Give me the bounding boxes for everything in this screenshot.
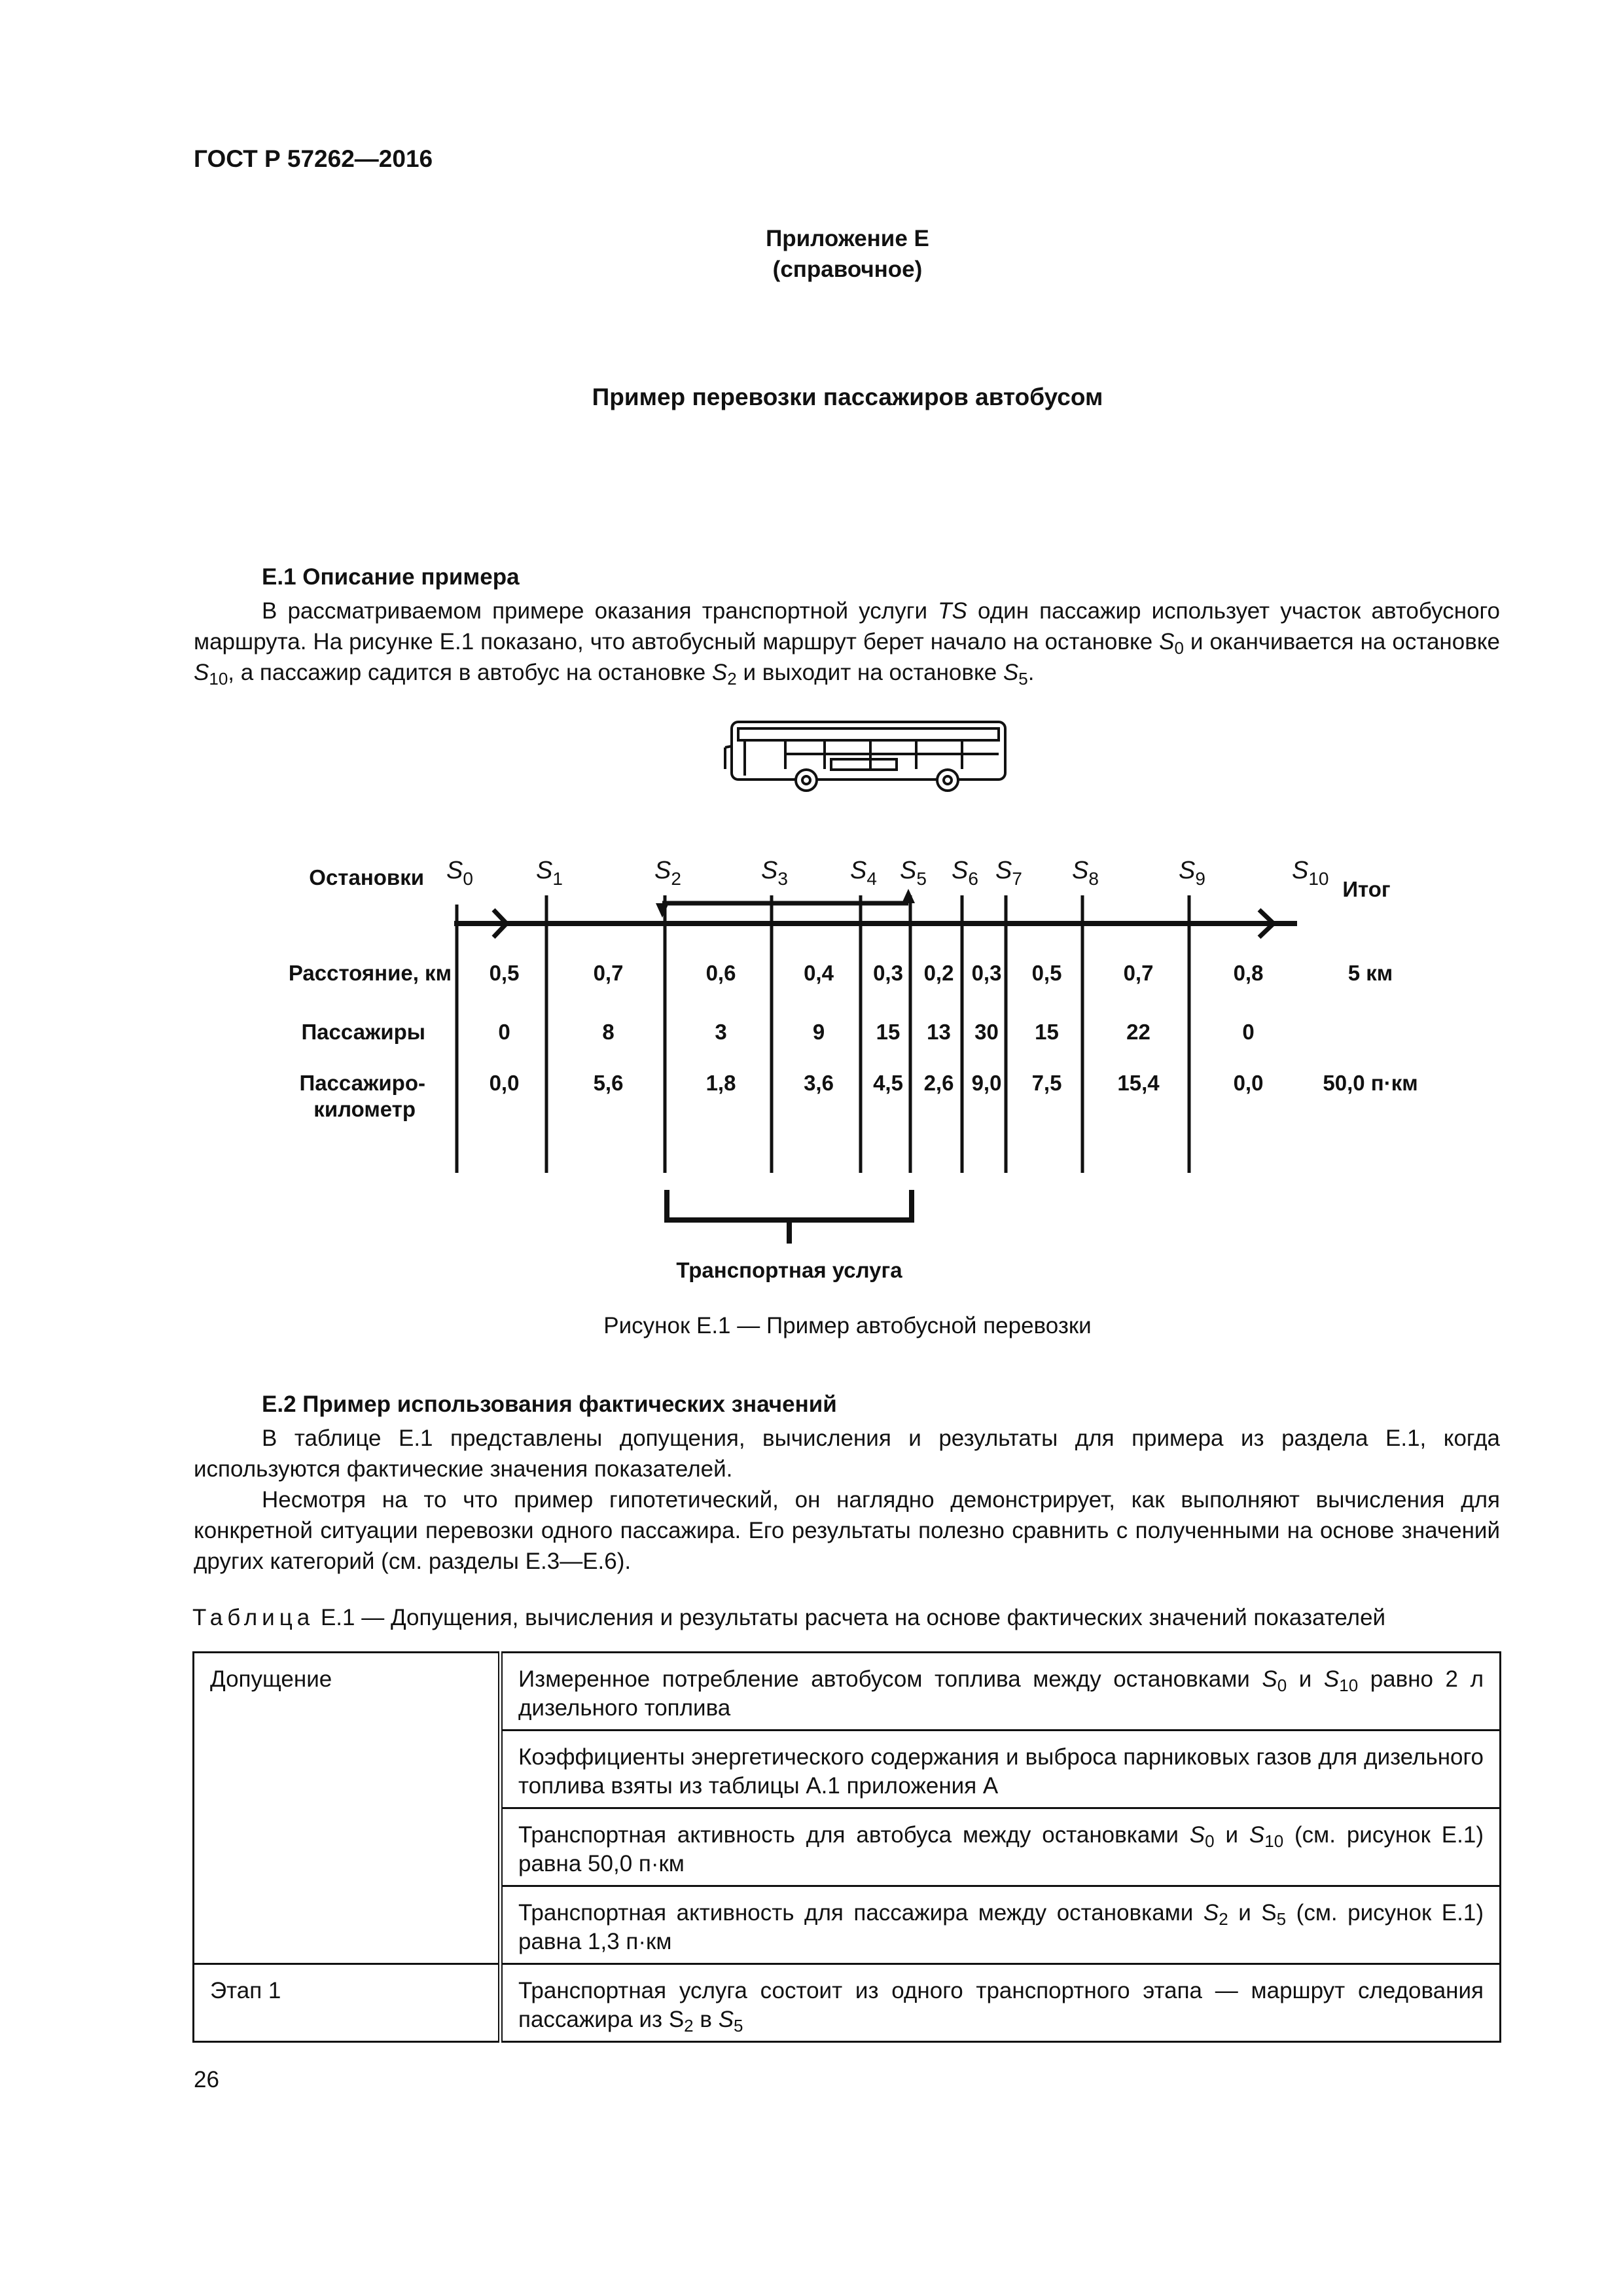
stage-description: Транспортная услуга состоит из одного транспортного этапа — маршрут следования пассажира из $S_2$ в $S_5$ (501, 1964, 1501, 2042)
row-passengers-label: Пассажиры (301, 1020, 425, 1044)
table-row (194, 1964, 1501, 2042)
stop-label-s4: $S_4$ (850, 857, 877, 889)
passenger-value: 9 (812, 1020, 825, 1044)
bus-icon (725, 722, 1005, 791)
section-e2-heading: Е.2 Пример использования фактических значений (262, 1391, 837, 1417)
figure-e1 (0, 707, 1623, 1283)
stop-label-s0: $S_0$ (446, 857, 473, 889)
alighting-arrow (902, 889, 915, 903)
table-row (194, 1653, 1501, 1731)
stop-label-s7: $S_7$ (995, 857, 1022, 889)
assumption-fuel: Измеренное потребление автобусом топлива между остановками $S_0$ и $S_{10}$ равно 2 л дизельного топлива (501, 1653, 1501, 1731)
passenger-value: 0 (498, 1020, 510, 1044)
document-header: ГОСТ Р 57262—2016 (194, 145, 433, 172)
stop-label-s9: $S_9$ (1179, 857, 1205, 889)
stops-label: Остановки (309, 865, 424, 889)
main-title: Пример перевозки пассажиров автобусом (592, 384, 1103, 410)
passenger-value: 22 (1126, 1020, 1150, 1044)
pkm-value: 9,0 (971, 1071, 1002, 1095)
passenger-value: 15 (876, 1020, 901, 1044)
route-diagram (0, 707, 1623, 1283)
section-e2-paragraph-1: В таблице Е.1 представлены допущения, вычисления и результаты для примера из раздела Е.1, когда используются фактические значения показателей. (194, 1426, 1500, 1482)
assumption-bus-activity: Транспортная активность для автобуса между остановками $S_0$ и $S_{10}$ (см. рисунок Е.1) равна 50,0 п·км (501, 1808, 1501, 1886)
total-distance: 5 км (1347, 961, 1393, 985)
section-e1-paragraph: В рассматриваемом примере оказания транспортной услуги TS один пассажир использует участок автобусного маршрута. На рисунке Е.1 показано, что автобусный маршрут берет начало на остановке $S_0$ и оканчивается на остановке $S_{10}$, а пассажир садится в автобус на остановке $S_2$ и выходит на остановке $S_5$. (194, 598, 1500, 689)
table-e1 (192, 1651, 1501, 2043)
pkm-value: 3,6 (804, 1071, 834, 1095)
stop-label-s10: $S_{10}$ (1292, 857, 1329, 889)
pkm-value: 4,5 (873, 1071, 903, 1095)
stop-label-s8: $S_8$ (1072, 857, 1099, 889)
distance-value: 0,6 (705, 961, 736, 985)
distance-value: 0,5 (1031, 961, 1062, 985)
section-e1-heading: Е.1 Описание примера (262, 564, 520, 590)
stop-label-s6: $S_6$ (952, 857, 978, 889)
assumption-passenger-activity: Транспортная активность для пассажира между остановками $S_2$ и $S_5$ (см. рисунок Е.1) равна 1,3 п·км (501, 1886, 1501, 1964)
pkm-value: 0,0 (1233, 1071, 1264, 1095)
pkm-value: 7,5 (1031, 1071, 1062, 1095)
figure-caption: Рисунок Е.1 — Пример автобусной перевозки (603, 1313, 1092, 1338)
pkm-value: 5,6 (593, 1071, 624, 1095)
passenger-value: 30 (974, 1020, 999, 1044)
appendix-kind: (справочное) (772, 257, 923, 282)
stop-label-s3: $S_3$ (761, 857, 788, 889)
passenger-value: 8 (602, 1020, 615, 1044)
stop-label-s5: $S_5$ (900, 857, 927, 889)
assumption-coefficients: Коэффициенты энергетического содержания и выброса парниковых газов для дизельного топлива взяты из таблицы А.1 приложения А (501, 1731, 1501, 1808)
passenger-value: 0 (1242, 1020, 1255, 1044)
pkm-value: 0,0 (489, 1071, 520, 1095)
distance-value: 0,5 (489, 961, 520, 985)
page-number: 26 (194, 2067, 219, 2092)
section-e2-paragraph-2: Несмотря на то что пример гипотетический, он наглядно демонстрирует, как выполняют вычисления для конкретной ситуации перевозки одного пассажира. Его результаты полезно сравнить с полученными на основе значений других категорий (см. разделы Е.3—Е.6). (194, 1487, 1500, 1574)
distance-value: 0,4 (804, 961, 834, 985)
service-bracket (667, 1190, 912, 1220)
distance-value: 0,7 (1123, 961, 1154, 985)
boarding-arrow (656, 903, 669, 918)
appendix-title: Приложение Е (766, 226, 929, 251)
row-distance-label: Расстояние, км (288, 961, 452, 985)
distance-value: 0,3 (971, 961, 1002, 985)
distance-value: 0,2 (923, 961, 954, 985)
distance-value: 0,8 (1233, 961, 1264, 985)
row-label-stage: Этап 1 (194, 1964, 501, 2042)
stop-label-s2: $S_2$ (654, 857, 681, 889)
distance-value: 0,7 (593, 961, 624, 985)
table-caption: Таблица Е.1 — Допущения, вычисления и результаты расчета на основе фактических значений показателей (192, 1605, 1386, 1630)
service-label: Транспортная услуга (676, 1258, 902, 1282)
pkm-value: 2,6 (923, 1071, 954, 1095)
distance-value: 0,3 (873, 961, 903, 985)
pkm-value: 15,4 (1117, 1071, 1160, 1095)
passenger-value: 13 (927, 1020, 951, 1044)
passenger-value: 15 (1035, 1020, 1059, 1044)
row-label-assumption: Допущение (194, 1653, 501, 1964)
stop-label-s1: $S_1$ (536, 857, 563, 889)
pkm-value: 1,8 (705, 1071, 736, 1095)
passenger-value: 3 (715, 1020, 727, 1044)
row-pkm-label-line1: Пассажиро- (299, 1071, 425, 1095)
total-label: Итог (1342, 877, 1391, 901)
row-pkm-label-line2: километр (313, 1097, 416, 1121)
total-pkm: 50,0 п·км (1323, 1071, 1418, 1095)
